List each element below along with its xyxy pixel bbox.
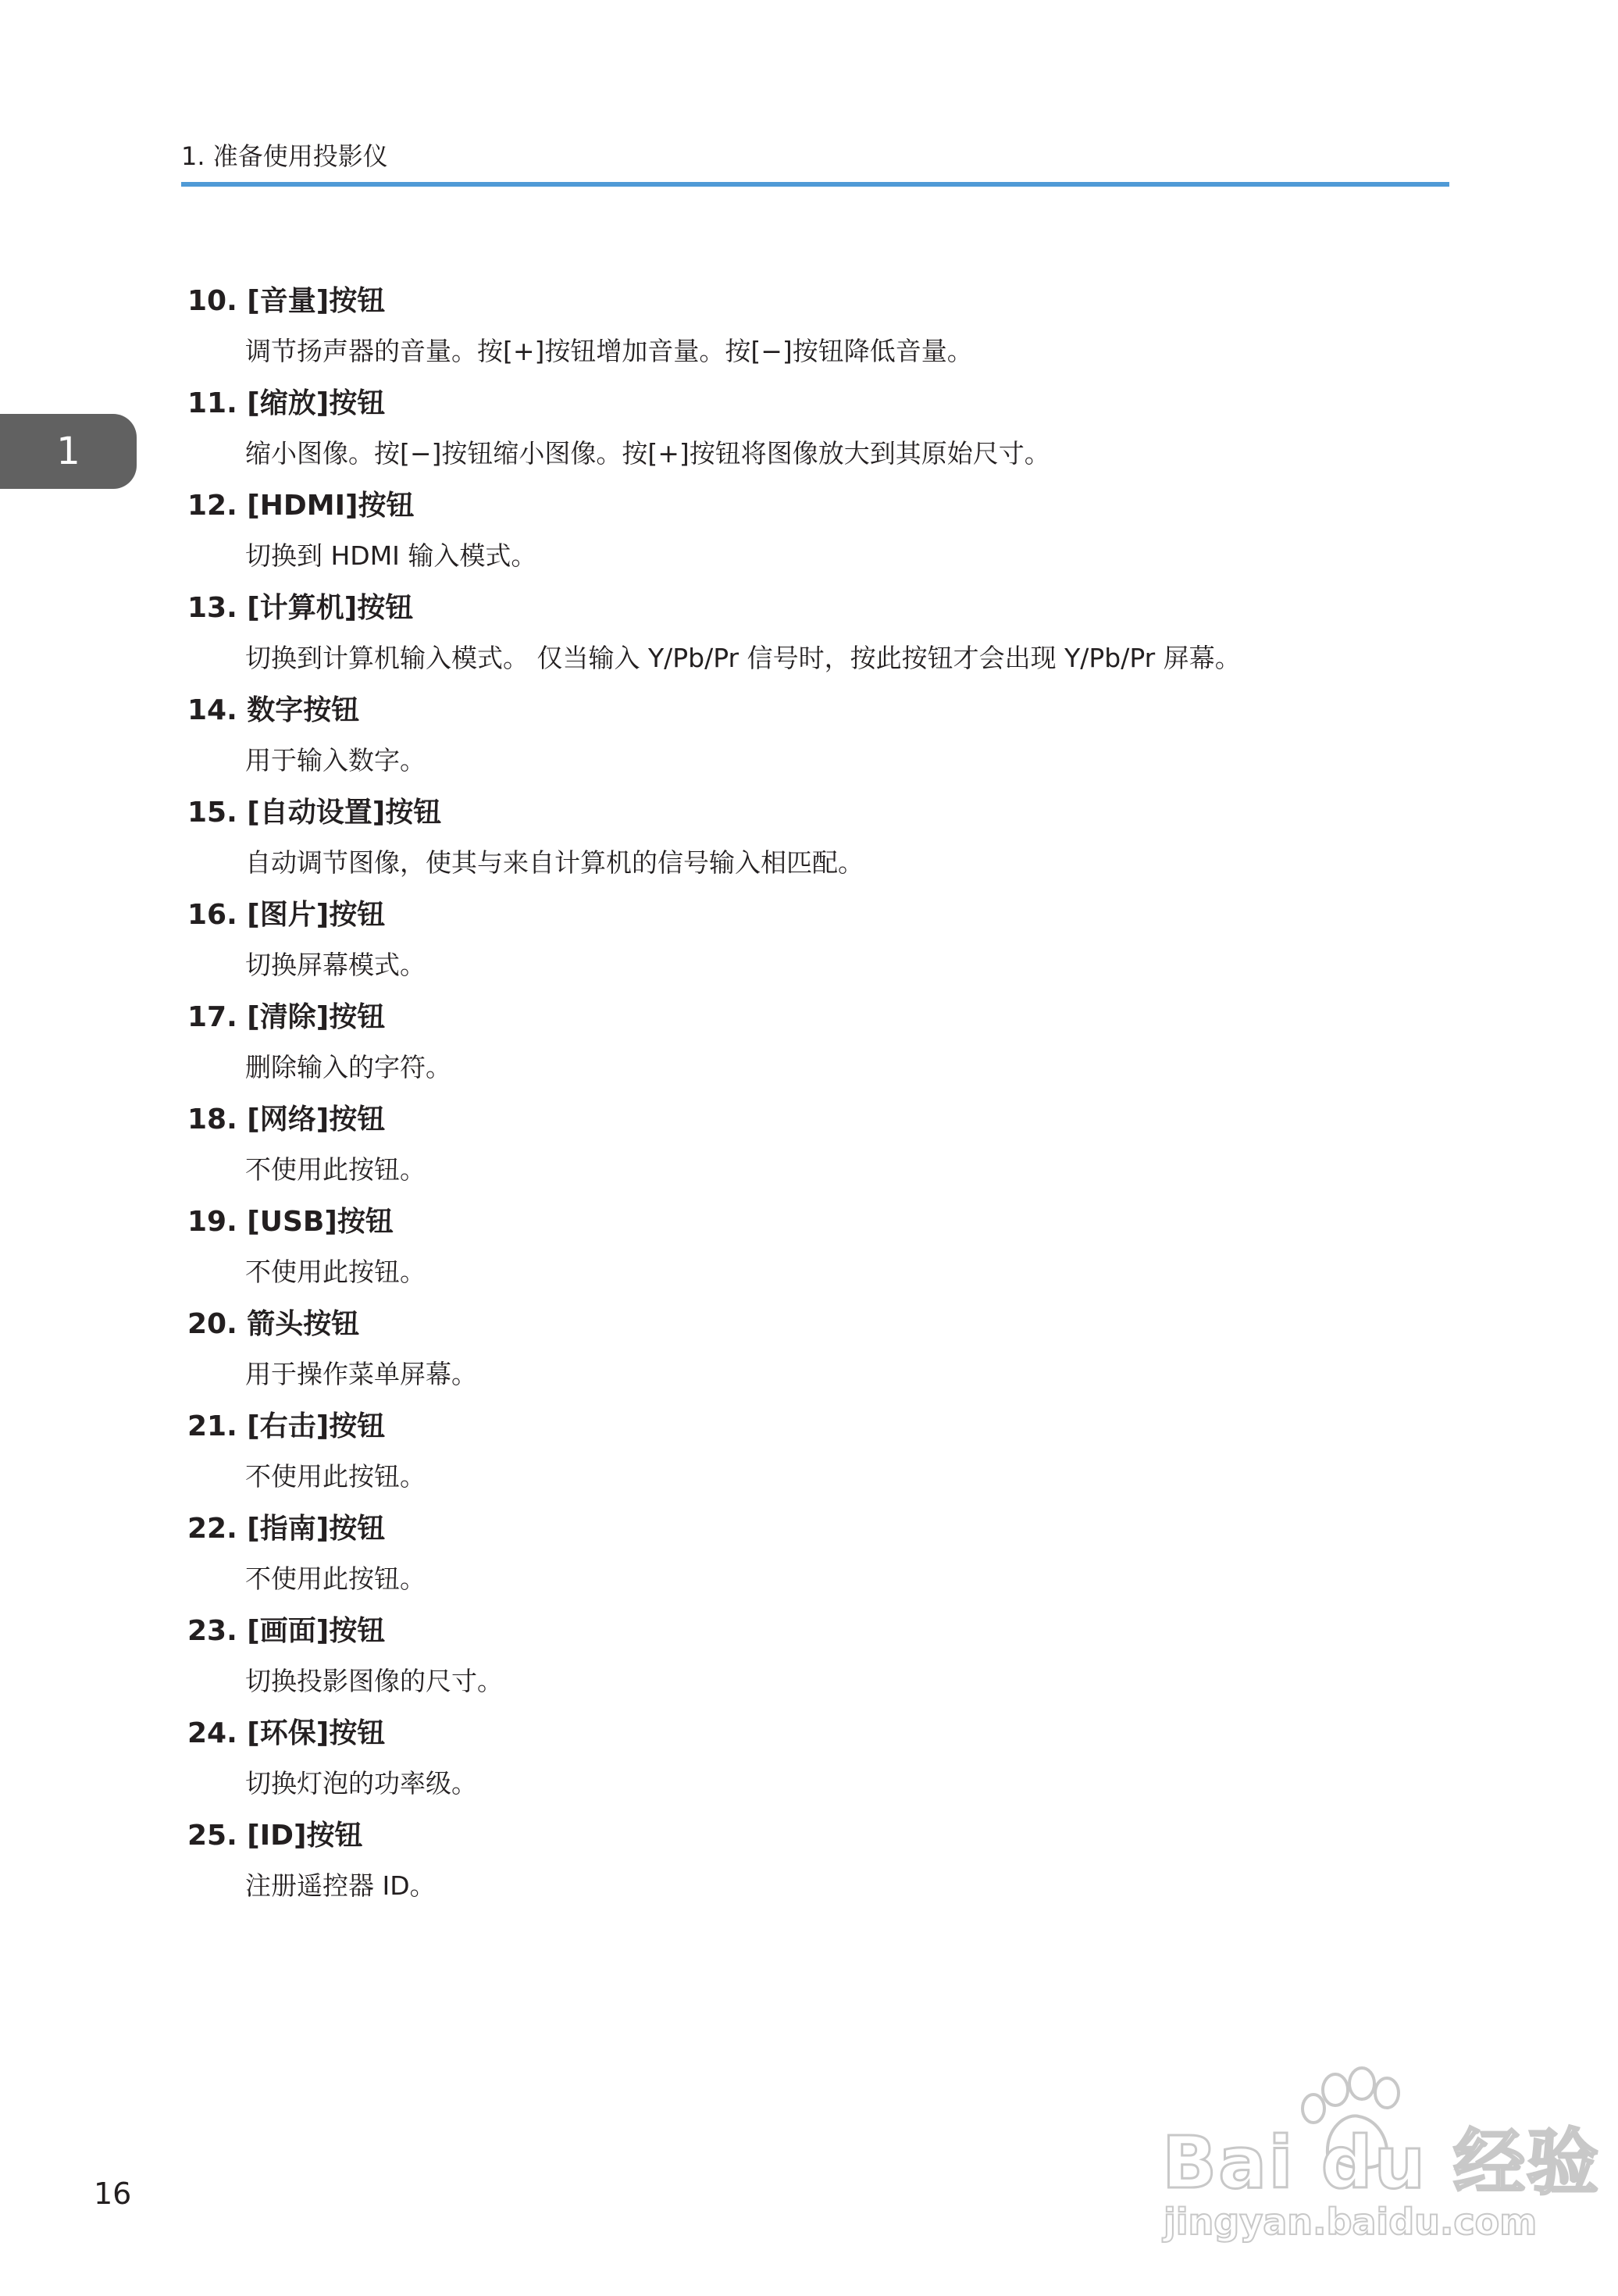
item-heading: 20. 箭头按钮	[187, 1308, 360, 1340]
item-heading: 12. [HDMI]按钮	[187, 490, 415, 522]
list-item	[187, 281, 1452, 383]
item-heading: 21. [右击]按钮	[187, 1410, 386, 1442]
watermark-url: jingyan.baidu.com	[1164, 2201, 1538, 2243]
item-description: 自动调节图像，使其与来自计算机的信号输入相匹配。	[245, 847, 864, 878]
watermark-brand: Bai du 经验	[1162, 2121, 1601, 2205]
item-heading: 16. [图片]按钮	[187, 899, 386, 931]
item-heading: 15. [自动设置]按钮	[187, 797, 442, 829]
list-item	[187, 997, 1452, 1100]
item-heading: 23. [画面]按钮	[187, 1615, 386, 1647]
item-heading: 10. [音量]按钮	[187, 285, 386, 317]
item-description: 切换投影图像的尺寸。	[245, 1666, 503, 1696]
item-description: 缩小图像。按[−]按钮缩小图像。按[+]按钮将图像放大到其原始尺寸。	[245, 438, 1050, 469]
list-item	[187, 1509, 1452, 1611]
item-description: 切换到计算机输入模式。 仅当输入 Y/Pb/Pr 信号时，按此按钮才会出现 Y/Pb/Pr 屏幕。	[245, 643, 1241, 673]
item-description: 调节扬声器的音量。按[+]按钮增加音量。按[−]按钮降低音量。	[245, 336, 973, 366]
item-description: 不使用此按钮。	[245, 1154, 426, 1185]
item-heading: 17. [清除]按钮	[187, 1001, 386, 1033]
list-item	[187, 383, 1452, 486]
item-heading: 19. [USB]按钮	[187, 1206, 394, 1238]
item-heading: 22. [指南]按钮	[187, 1513, 386, 1545]
list-item	[187, 1304, 1452, 1406]
list-item	[187, 588, 1452, 690]
item-description: 切换到 HDMI 输入模式。	[245, 540, 537, 571]
item-heading: 13. [计算机]按钮	[187, 592, 414, 624]
list-item	[187, 690, 1452, 793]
item-description: 用于操作菜单屏幕。	[245, 1359, 477, 1389]
item-heading: 18. [网络]按钮	[187, 1103, 386, 1136]
item-heading: 24. [环保]按钮	[187, 1717, 386, 1749]
item-description: 不使用此按钮。	[245, 1461, 426, 1492]
running-header: 1. 准备使用投影仪	[181, 141, 388, 171]
baidu-jingyan-watermark	[1154, 2062, 1601, 2265]
item-description: 切换灯泡的功率级。	[245, 1768, 477, 1799]
item-description: 删除输入的字符。	[245, 1052, 451, 1082]
list-item	[187, 1713, 1452, 1816]
list-item	[187, 1202, 1452, 1304]
list-item	[187, 486, 1452, 588]
item-description: 不使用此按钮。	[245, 1563, 426, 1594]
item-heading: 14. 数字按钮	[187, 694, 360, 726]
list-item	[187, 793, 1452, 895]
item-description: 用于输入数字。	[245, 745, 426, 775]
item-description: 切换屏幕模式。	[245, 950, 426, 980]
item-description: 不使用此按钮。	[245, 1257, 426, 1287]
item-heading: 11. [缩放]按钮	[187, 387, 386, 419]
button-description-list	[187, 281, 1452, 1918]
chapter-tab: 1	[0, 414, 137, 489]
list-item	[187, 895, 1452, 997]
list-item	[187, 1406, 1452, 1509]
list-item	[187, 1816, 1452, 1918]
item-description: 注册遥控器 ID。	[245, 1870, 436, 1901]
page-number: 16	[94, 2177, 132, 2211]
list-item	[187, 1611, 1452, 1713]
item-heading: 25. [ID]按钮	[187, 1820, 363, 1852]
list-item	[187, 1100, 1452, 1202]
header-rule	[181, 182, 1449, 187]
